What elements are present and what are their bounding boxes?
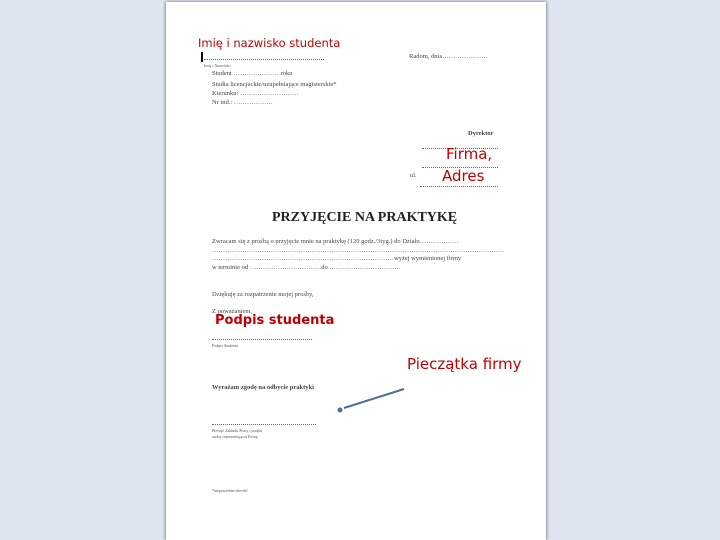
field-line: Kierunku: ……………………… xyxy=(212,90,299,97)
authorized-caption-1: Pieczęć Zakładu Pracy i podpis xyxy=(212,428,263,433)
street-prefix: ul. xyxy=(410,172,417,179)
annotation-company-line1: Firma, xyxy=(446,145,493,163)
annotation-student-name: Imię i nazwisko studenta xyxy=(198,36,341,50)
document-title: PRZYJĘCIE NA PRAKTYKĘ xyxy=(272,210,458,225)
annotation-company-stamp: Pieczątka firmy xyxy=(407,355,522,373)
annotation-student-signature: Podpis studenta xyxy=(215,313,335,328)
annotation-company-line2: Adres xyxy=(442,167,485,185)
thanks-text: Dziękuję za rozpatrzenie mojej prośby, xyxy=(212,291,314,298)
recipient: Dyrektor xyxy=(468,130,494,137)
student-line: Student ………………… roku xyxy=(212,70,293,77)
signature-caption: Podpis Studenta xyxy=(212,343,238,348)
consent-text: Wyrażam zgodę na odbycie praktyki xyxy=(212,384,314,391)
body-line-4: w terminie od ……………………………do …………………………… xyxy=(212,264,401,271)
body-line-3: …………………………………………………………………………wyżej wymienionej firmy xyxy=(212,255,462,262)
album-line: Nr ind.: ……………… xyxy=(212,99,273,106)
studies-line: Studia licencjackie/uzupełniające magisterskie* xyxy=(212,81,337,88)
authorized-caption-2: osoby reprezentującej Firmę xyxy=(212,434,258,439)
place-date: Radom, dnia………………… xyxy=(409,53,488,60)
body-line-1: Zwracam się z prośbą o przyjęcie mnie na praktykę (120 godz./3tyg.) do Działu……………… xyxy=(212,238,459,245)
regards-text: Z poważaniem, xyxy=(212,308,253,315)
body-line-2: ……………………………………………………………………………………………………………………… xyxy=(212,247,505,254)
name-caption: Imię i Nazwisko xyxy=(204,63,231,68)
footnote: *niepotrzebne skreślić xyxy=(212,488,248,493)
